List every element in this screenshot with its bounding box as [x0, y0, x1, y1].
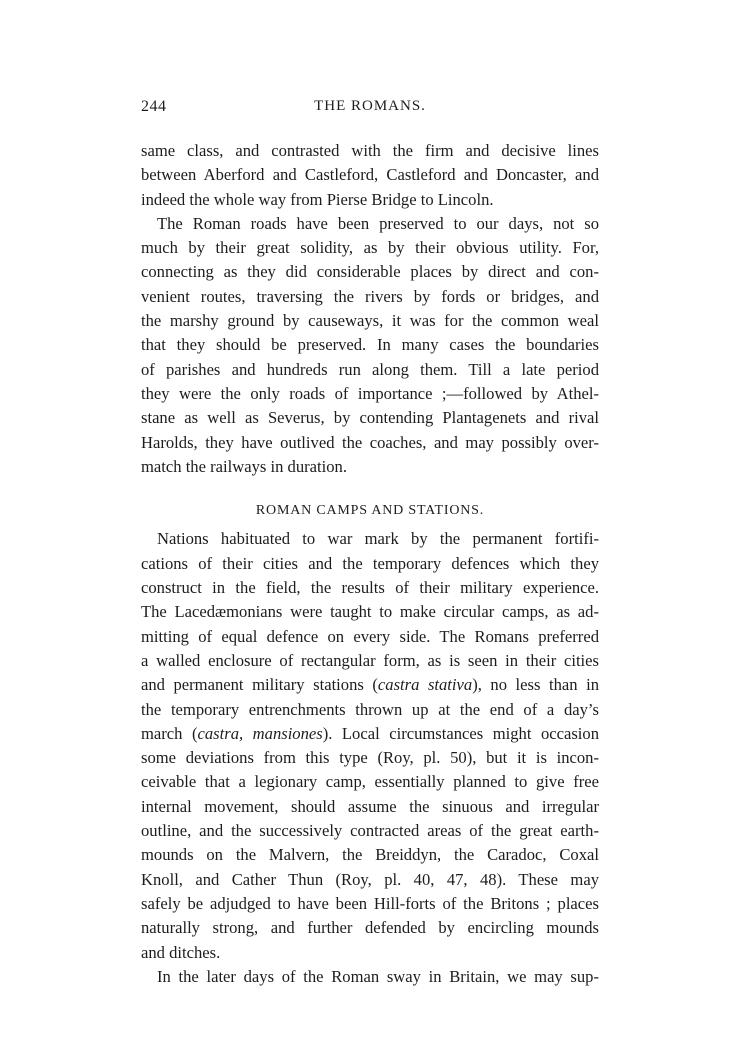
text-line: ceivable that a legionary camp, essentially planned to give free	[141, 772, 599, 792]
text-line: match the railways in duration.	[141, 456, 347, 476]
text-line: venient routes, traversing the rivers by fords or bridges, and	[141, 286, 599, 306]
running-title: THE ROMANS.	[314, 98, 426, 114]
text-line: mounds on the Malvern, the Breiddyn, the Caradoc, Coxal	[141, 845, 599, 865]
paragraph	[141, 527, 599, 964]
text-line: between Aberford and Castleford, Castleford and Doncaster, and	[141, 165, 599, 185]
italic-text: castra stativa	[377, 675, 473, 695]
text-line: the temporary entrenchments thrown up at the end of a day’s	[141, 699, 599, 719]
text-line: the marshy ground by causeways, it was for the common weal	[141, 311, 599, 331]
text-line: In the later days of the Roman sway in Britain, we may sup-	[157, 966, 599, 986]
paragraph	[141, 139, 599, 212]
text-line: The Lacedæmonians were taught to make circular camps, as ad-	[141, 602, 599, 622]
text-line: same class, and contrasted with the firm and decisive lines	[141, 141, 599, 160]
text-line: Nations habituated to war mark by the permanent fortifi-	[157, 529, 599, 549]
text-line: The Roman roads have been preserved to our days, not so	[157, 213, 599, 233]
text-line: a walled enclosure of rectangular form, as is seen in their cities	[141, 650, 599, 670]
text-line	[141, 722, 599, 746]
text-run: and permanent military stations (	[141, 675, 378, 695]
text-run: ), no less than in	[472, 675, 599, 695]
page-body	[141, 139, 599, 989]
text-line: some deviations from this type (Roy, pl. 50), but it is incon-	[141, 748, 599, 768]
text-line: connecting as they did considerable places by direct and con-	[141, 262, 599, 282]
text-line	[141, 673, 599, 697]
text-line: of parishes and hundreds run along them. Till a late period	[141, 359, 599, 379]
text-line: mitting of equal defence on every side. The Romans preferred	[141, 626, 599, 646]
page-header	[141, 98, 599, 120]
text-line: outline, and the successively contracted areas of the great earth-	[141, 821, 599, 841]
text-line: and ditches.	[141, 942, 221, 962]
page-number: 244	[141, 98, 167, 115]
text-run: march (	[141, 723, 198, 743]
text-line: Harolds, they have outlived the coaches, and may possibly over-	[141, 432, 599, 452]
text-line: naturally strong, and further defended by encircling mounds	[141, 918, 599, 938]
text-line: construct in the field, the results of their military experience.	[141, 578, 599, 598]
paragraph	[141, 965, 599, 989]
text-line: safely be adjudged to have been Hill-forts of the Britons ; places	[141, 893, 599, 913]
section-heading: ROMAN CAMPS AND STATIONS.	[255, 503, 485, 519]
text-line: they were the only roads of importance ;—followed by Athel-	[141, 383, 599, 403]
text-line: internal movement, should assume the sinuous and irregular	[141, 796, 599, 816]
italic-text: castra, mansiones	[197, 723, 323, 743]
text-line: much by their great solidity, as by their obvious utility. For,	[141, 238, 599, 258]
paragraph	[141, 212, 599, 479]
text-line: Knoll, and Cather Thun (Roy, pl. 40, 47, 48). These may	[141, 869, 599, 889]
text-line: cations of their cities and the temporary defences which they	[141, 553, 599, 573]
text-line: that they should be preserved. In many cases the boundaries	[141, 335, 599, 355]
text-line: indeed the whole way from Pierse Bridge to Lincoln.	[141, 189, 494, 209]
text-line: stane as well as Severus, by contending Plantagenets and rival	[141, 408, 599, 428]
text-run: ). Local circumstances might occasion	[322, 723, 600, 743]
